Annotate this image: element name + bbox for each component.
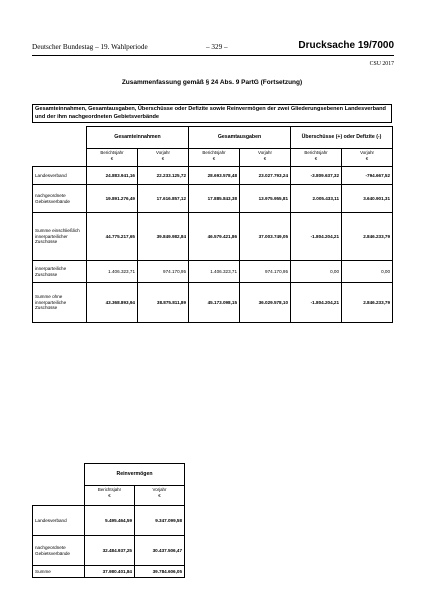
value-cell: 19.891.276,49	[87, 185, 138, 213]
header-reinvermoegen: Reinvermögen	[85, 464, 185, 486]
sub-header	[138, 149, 189, 167]
value-cell: 45.173.098,15	[189, 283, 240, 323]
currency-label: €	[263, 155, 267, 161]
period-label: Berichtsjahr	[202, 150, 226, 155]
table-row	[33, 167, 393, 185]
value-cell: 0,00	[291, 261, 342, 283]
value-cell: 2.846.233,79	[342, 283, 393, 323]
currency-label: €	[158, 492, 161, 498]
header-rule	[32, 55, 394, 56]
value-cell: 24.883.941,16	[87, 167, 138, 185]
header-ueberschuesse: Überschüsse (+) oder Defizite (-)	[291, 127, 393, 149]
publication-label: Deutscher Bundestag – 19. Wahlperiode	[32, 43, 148, 51]
value-cell: 5.495.464,59	[85, 506, 135, 536]
period-label: Berichtsjahr	[100, 150, 124, 155]
value-cell: -1.804.204,21	[291, 213, 342, 261]
sub-header	[342, 149, 393, 167]
value-cell: 2.005.433,11	[291, 185, 342, 213]
table-row	[33, 185, 393, 213]
value-cell: 44.775.217,65	[87, 213, 138, 261]
table-row	[33, 213, 393, 261]
value-cell: 974.170,95	[138, 261, 189, 283]
period-label: Berichtsjahr	[97, 487, 122, 492]
value-cell: 3.640.901,31	[342, 185, 393, 213]
period-label: Vorjahr	[258, 150, 272, 155]
value-cell: 46.579.421,86	[189, 213, 240, 261]
document-number: Drucksache 19/7000	[298, 40, 394, 51]
table-row	[33, 536, 185, 566]
sub-header	[135, 486, 185, 506]
currency-label: €	[212, 155, 216, 161]
sub-header	[189, 149, 240, 167]
section-title: Zusammenfassung gemäß § 24 Abs. 9 PartG (Fortsetzung)	[121, 79, 303, 86]
currency-label: €	[110, 155, 114, 161]
value-cell: 13.975.955,81	[240, 185, 291, 213]
sub-header	[85, 486, 135, 506]
period-label: Vorjahr	[152, 487, 167, 492]
value-cell: 37.003.749,05	[240, 213, 291, 261]
header-gesamtausgaben: Gesamtausgaben	[189, 127, 291, 149]
sub-header	[240, 149, 291, 167]
value-cell: 43.368.893,94	[87, 283, 138, 323]
row-label: nachgeordnete Gebietsverbände	[33, 536, 85, 566]
value-cell: 39.849.982,84	[138, 213, 189, 261]
value-cell: 2.846.233,79	[342, 213, 393, 261]
row-label: Summe ohne innerparteiliche Zuschüsse	[33, 283, 87, 323]
value-cell: 37.980.401,84	[85, 566, 135, 578]
value-cell: 22.233.125,72	[138, 167, 189, 185]
value-cell: 0,00	[342, 261, 393, 283]
period-label: Vorjahr	[156, 150, 170, 155]
period-label: Berichtsjahr	[304, 150, 328, 155]
value-cell: -794.667,52	[342, 167, 393, 185]
table-row	[33, 261, 393, 283]
value-cell: -3.809.637,32	[291, 167, 342, 185]
summary-table	[32, 126, 393, 323]
currency-label: €	[161, 155, 165, 161]
reinvermoegen-table	[32, 463, 185, 578]
value-cell: 1.406.323,71	[87, 261, 138, 283]
value-cell: 39.784.606,05	[135, 566, 185, 578]
currency-label: €	[314, 155, 318, 161]
currency-label: €	[365, 155, 369, 161]
value-cell: 32.484.937,25	[85, 536, 135, 566]
value-cell: 974.170,95	[240, 261, 291, 283]
sub-header	[291, 149, 342, 167]
page-header	[32, 40, 394, 54]
party-label: CSU 2017	[369, 61, 394, 67]
table-row	[33, 506, 185, 536]
table-row	[33, 566, 185, 578]
value-cell: 23.027.793,24	[240, 167, 291, 185]
row-label: innerparteiliche Zuschüsse	[33, 261, 87, 283]
page-number: – 329 –	[206, 43, 228, 51]
row-label: Landesverband	[33, 167, 87, 185]
currency-label: €	[108, 492, 111, 498]
value-cell: 1.406.323,71	[189, 261, 240, 283]
value-cell: 17.616.857,12	[138, 185, 189, 213]
value-cell: 9.347.099,58	[135, 506, 185, 536]
value-cell: 38.875.811,89	[138, 283, 189, 323]
table1-title: Gesamteinnahmen, Gesamtausgaben, Überschüsse oder Defizite sowie Reinvermögen der zwei Gliederungsebenen Landesverband und der ihm nachgeordneten Gebietsverbände	[32, 104, 392, 123]
value-cell: -1.804.204,21	[291, 283, 342, 323]
header-gesamteinnahmen: Gesamteinnahmen	[87, 127, 189, 149]
row-label: Landesverband	[33, 506, 85, 536]
value-cell: 28.693.578,48	[189, 167, 240, 185]
sub-header	[87, 149, 138, 167]
value-cell: 17.885.843,38	[189, 185, 240, 213]
row-label: Summe einschließlich innerparteilicher Zuschüsse	[33, 213, 87, 261]
row-label: Summe	[33, 566, 85, 578]
value-cell: 30.437.506,47	[135, 536, 185, 566]
row-label: nachgeordnete Gebietsverbände	[33, 185, 87, 213]
period-label: Vorjahr	[360, 150, 374, 155]
value-cell: 36.029.578,10	[240, 283, 291, 323]
table-row	[33, 283, 393, 323]
